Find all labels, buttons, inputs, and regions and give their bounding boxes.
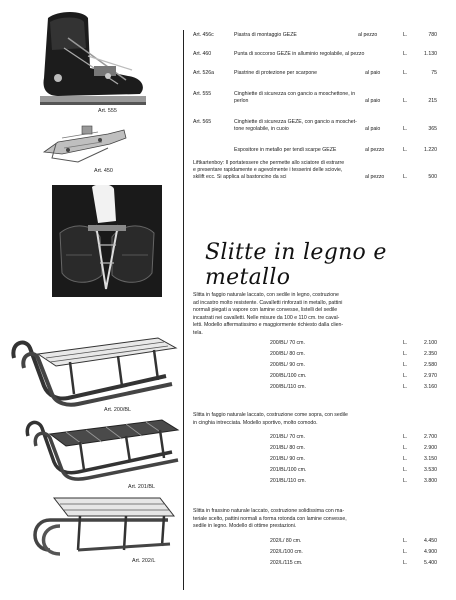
text-field: L. xyxy=(403,174,408,180)
text-field: 1.130 xyxy=(424,51,437,57)
caption-art-555: Art. 555 xyxy=(98,108,117,114)
text-field: perlon xyxy=(234,98,249,104)
text-field: 202/L/100 cm. xyxy=(270,549,303,555)
text-field: al pezzo xyxy=(365,147,385,153)
boot-stretcher-photo xyxy=(52,185,162,297)
text-field: L. xyxy=(403,456,408,462)
text-field: 201/BL/100 cm. xyxy=(270,467,307,473)
text-field: Liftkartenboy: Il portatessere che permette allo sciatore di estrarre xyxy=(193,160,345,166)
table-row xyxy=(193,549,443,559)
text-field: Art. 460 xyxy=(193,51,212,57)
text-field: 2.350 xyxy=(424,351,437,357)
table-row xyxy=(193,445,443,455)
text-field: 4.900 xyxy=(424,549,437,555)
text-field: L. xyxy=(403,362,408,368)
text-field: 201/BL/ 90 cm. xyxy=(270,456,305,462)
text-field: teriale scelto, pattini normali a forma rotonda con lamine convesse, xyxy=(193,515,347,522)
table-row xyxy=(193,478,443,488)
text-field: Art. 555 xyxy=(193,91,212,97)
text-field: 1.220 xyxy=(424,147,437,153)
text-field: L. xyxy=(403,147,408,153)
text-field: tela. xyxy=(193,330,203,336)
text-field: Art. 456c xyxy=(193,32,214,38)
text-field: 2.700 xyxy=(424,434,437,440)
table-row xyxy=(193,373,443,383)
text-field: Punta di soccorso GEZE in alluminio regolabile, al pezzo xyxy=(234,51,365,57)
caption-art-202: Art. 202/L xyxy=(132,558,156,564)
sled-200bl-photo xyxy=(8,336,178,408)
text-field: L. xyxy=(403,549,408,555)
column-divider xyxy=(183,30,184,590)
text-field: al pezzo xyxy=(365,174,385,180)
sled-202l-photo xyxy=(30,490,180,560)
text-field: Piastra di montaggio GEZE xyxy=(234,32,297,38)
text-field: 200/BL/100 cm. xyxy=(270,373,307,379)
liftcarton-block xyxy=(193,160,443,184)
text-field: 2.900 xyxy=(424,445,437,451)
text-field: Art. 526a xyxy=(193,70,215,76)
text-field: L. xyxy=(403,32,408,38)
table-row xyxy=(193,351,443,361)
text-field: L. xyxy=(403,434,408,440)
text-field: L. xyxy=(403,351,408,357)
table-row xyxy=(193,434,443,444)
table-row xyxy=(193,362,443,372)
text-field: Piastrine di protezione per scarpone xyxy=(234,70,318,76)
text-field: 202/L/ 80 cm. xyxy=(270,538,302,544)
text-field: e presentare rapidamente e agevolmente i tesserini delle sciovie, xyxy=(193,167,343,173)
metal-binding-part-photo xyxy=(38,122,130,166)
text-field: 3.150 xyxy=(424,456,437,462)
text-field: Cinghiette di sicurezza con gancio a moschettone, in xyxy=(234,91,356,97)
text-field: L. xyxy=(403,70,408,76)
text-field: L. xyxy=(403,126,408,132)
text-field: 200/BL/ 80 cm. xyxy=(270,351,305,357)
text-field: L. xyxy=(403,538,408,544)
table-row xyxy=(193,384,443,394)
table-row xyxy=(193,456,443,466)
text-field: sedile in legno. Modello di ottime prestazioni. xyxy=(193,523,297,530)
text-field: L. xyxy=(403,384,408,390)
caption-art-200: Art. 200/BL xyxy=(104,407,131,413)
text-field: 201/BL/ 80 cm. xyxy=(270,445,305,451)
text-field: 2.100 xyxy=(424,340,437,346)
text-field: Slitta in frassino naturale laccato, costruzione solidissima con ma- xyxy=(193,508,345,514)
text-field: L. xyxy=(403,373,408,379)
text-field: 201/BL/ 70 cm. xyxy=(270,434,305,440)
text-field: Slitta in faggio naturale laccato, costruzione come sopra, con sedile xyxy=(193,412,348,418)
text-field: Slitta in faggio naturale laccato, con sedile in legno, costruzione xyxy=(193,292,339,298)
price-table-200 xyxy=(193,340,443,420)
table-row xyxy=(193,340,443,350)
text-field: tone regolabile, in cuoio xyxy=(234,126,289,132)
table-row xyxy=(193,467,443,477)
section-title: Slitte in legno e metallo xyxy=(205,240,387,290)
text-field: incastrati nei cavalletti. Nelle misure da 100 e 110 cm. tre caval- xyxy=(193,314,340,321)
text-field: al paio xyxy=(365,70,381,76)
text-field: Espositore in metallo per tendi scarpe GEZE xyxy=(234,147,337,153)
text-field: 3.800 xyxy=(424,478,437,484)
table-row xyxy=(193,560,443,570)
text-field: normali piegati a vapore con lamine convesse, listelli del sedile xyxy=(193,307,338,314)
table-row xyxy=(193,538,443,548)
text-field: L. xyxy=(403,51,408,57)
text-field: ad incastro molto resistente. Cavalletti rinforzati in metallo, pattini xyxy=(193,299,343,306)
caption-art-450: Art. 450 xyxy=(94,168,113,174)
ski-boot-binding-photo xyxy=(28,8,150,108)
text-field: 4.450 xyxy=(424,538,437,544)
text-field: 500 xyxy=(428,174,437,180)
text-field: 2.580 xyxy=(424,362,437,368)
text-field: letti. Modello affermatissimo e maggiormente richiesto dalla clien- xyxy=(193,322,344,329)
text-field: 3.530 xyxy=(424,467,437,473)
text-field: al pezzo xyxy=(358,32,378,38)
text-field: L. xyxy=(403,445,408,451)
text-field: 200/BL/110 cm. xyxy=(270,384,306,390)
caption-art-201: Art. 201/BL xyxy=(128,484,155,490)
text-field: L. xyxy=(403,98,408,104)
text-field: in cinghia intrecciata. Modello sportivo, molto comodo. xyxy=(193,419,318,426)
text-field: 200/BL/ 90 cm. xyxy=(270,362,305,368)
text-field: Cinghiette di sicurezza GEZE, con gancio a moschet- xyxy=(234,119,357,125)
sled-202-block xyxy=(193,508,443,536)
text-field: 365 xyxy=(428,126,437,132)
text-field: 2.970 xyxy=(424,373,437,379)
text-field: L. xyxy=(403,478,408,484)
text-field: L. xyxy=(403,467,408,473)
text-field: L. xyxy=(403,560,408,566)
text-field: 200/BL/ 70 cm. xyxy=(270,340,305,346)
text-field: 75 xyxy=(431,70,437,76)
text-field: al paio xyxy=(365,98,381,104)
price-table-201 xyxy=(193,434,443,494)
text-field: al paio xyxy=(365,126,381,132)
text-field: skilift ecc. Si applica al bastoncino da sci xyxy=(193,174,287,180)
text-field: 3.160 xyxy=(424,384,437,390)
text-field: Art. 565 xyxy=(193,119,212,125)
sled-201-block xyxy=(193,412,443,432)
text-field: 5.400 xyxy=(424,560,437,566)
text-field: L. xyxy=(403,340,408,346)
price-table-202 xyxy=(193,538,443,578)
text-field: 201/BL/110 cm. xyxy=(270,478,306,484)
text-field: 780 xyxy=(428,32,437,38)
text-field: 202/L/115 cm. xyxy=(270,560,303,566)
text-field: 215 xyxy=(428,98,437,104)
sled-201bl-photo xyxy=(22,418,182,482)
